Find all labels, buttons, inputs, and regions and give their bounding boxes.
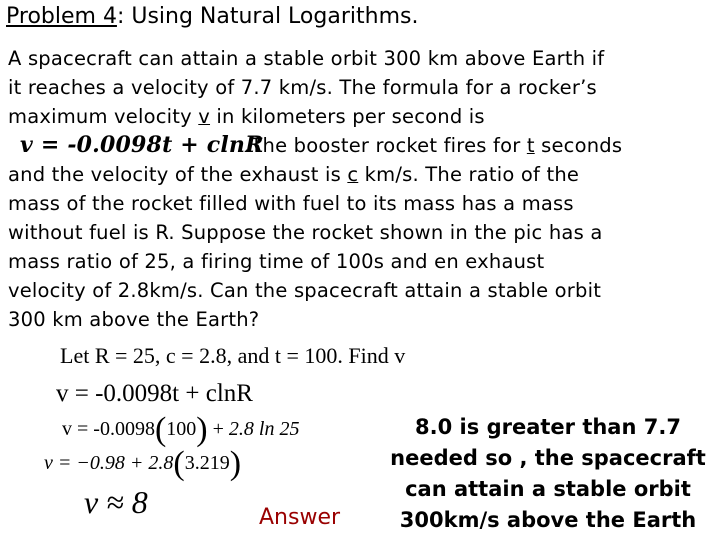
- paren-close: ): [229, 445, 242, 482]
- math-text: v = −0.98 + 2.8: [44, 452, 174, 474]
- math-text: v = -0.0098: [62, 418, 155, 440]
- work-step-result: v ≈ 8: [84, 484, 148, 520]
- work-step-given: Let R = 25, c = 2.8, and t = 100. Find v: [60, 343, 406, 368]
- variable-v: v: [198, 105, 211, 128]
- conclusion-line: needed so , the spacecraft: [390, 446, 706, 470]
- variable-t: t: [526, 134, 535, 157]
- statement-text: maximum velocity: [8, 105, 199, 128]
- math-term: 2.8 ln 25: [228, 418, 300, 440]
- problem-number: Problem 4: [6, 4, 117, 29]
- answer-label: Answer: [259, 505, 341, 530]
- statement-line: [8, 160, 716, 189]
- work-step-formula: v = -0.0098t + clnR: [56, 380, 253, 407]
- paren-open: (: [173, 445, 185, 482]
- math-text: +: [207, 418, 229, 440]
- paren-close: ): [196, 411, 208, 448]
- statement-line: it reaches a velocity of 7.7 km/s. The formula for a rocker’s: [8, 76, 597, 99]
- statement-line: 300 km above the Earth?: [8, 308, 260, 331]
- statement-line: mass ratio of 25, a firing time of 100s and en exhaust: [8, 250, 545, 273]
- statement-text: seconds: [534, 134, 623, 157]
- velocity-formula: v = -0.0098t + clnR: [20, 132, 264, 158]
- problem-title: [6, 4, 418, 29]
- statement-text: km/s. The ratio of the: [358, 163, 580, 186]
- paren-open: (: [154, 411, 167, 448]
- statement-line: [8, 131, 716, 160]
- statement-line: A spacecraft can attain a stable orbit 300 km above Earth if: [8, 47, 605, 70]
- statement-line: mass of the rocket filled with fuel to its mass has a mass: [8, 192, 574, 215]
- statement-text: in kilometers per second is: [210, 105, 485, 128]
- conclusion-line: 8.0 is greater than 7.7: [415, 415, 681, 439]
- work-step-simplify: [44, 445, 242, 482]
- statement-text: .The booster rocket fires for: [244, 134, 527, 157]
- conclusion: [378, 412, 718, 536]
- problem-title-text: : Using Natural Logarithms.: [116, 4, 419, 29]
- statement-line: without fuel is R. Suppose the rocket shown in the pic has a: [8, 221, 603, 244]
- conclusion-line: 300km/s above the Earth: [399, 508, 697, 532]
- math-number: 3.219: [184, 452, 230, 474]
- work-step-substitute: [62, 411, 300, 448]
- math-number: 100: [166, 418, 197, 440]
- statement-line: velocity of 2.8km/s. Can the spacecraft attain a stable orbit: [8, 279, 602, 302]
- statement-line: [8, 102, 716, 131]
- problem-statement: [8, 44, 716, 334]
- statement-text: and the velocity of the exhaust is: [8, 163, 348, 186]
- variable-c: c: [347, 163, 359, 186]
- conclusion-line: can attain a stable orbit: [405, 477, 691, 501]
